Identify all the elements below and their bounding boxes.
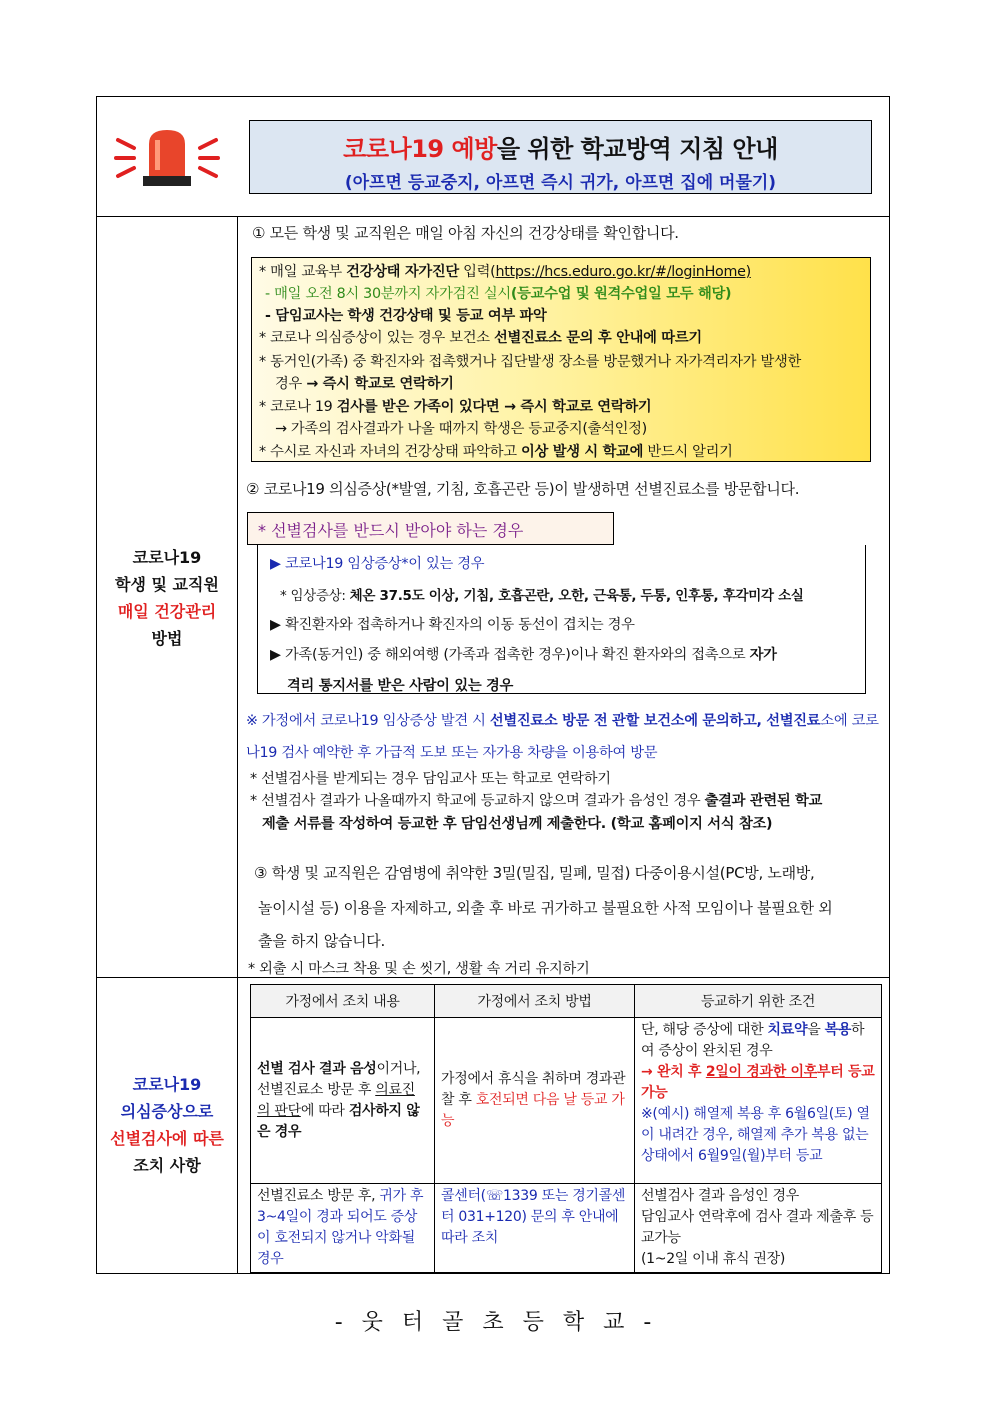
table-header: 가정에서 조치 방법 [435, 985, 635, 1018]
section2-label-line: 의심증상으로 [120, 1102, 214, 1121]
title-highlight: 코로나19 예방 [343, 135, 497, 163]
table-header: 가정에서 조치 내용 [251, 985, 435, 1018]
box-line: * 코로나 19 검사를 받은 가족이 있다면 → 즉시 학교로 연락하기 [259, 399, 652, 415]
item3-line: ③ 학생 및 교직원은 감염병에 취약한 3밀(밀집, 밀폐, 밀접) 다중이용시설(PC방, 노래방, [254, 864, 815, 882]
symptom-line: ▶ 확진환자와 접촉하거나 확진자의 이동 동선이 겹치는 경우 [270, 617, 635, 633]
section1-label [97, 544, 237, 652]
symptom-line: ▶ 가족(동거인) 중 해외여행 (가족과 접촉한 경우)이나 확진 환자와의 접촉으로 자가 [270, 647, 777, 663]
section1-label-line: 코로나19 [132, 548, 202, 567]
table-row [251, 1184, 882, 1273]
table-cell: 선별진료소 방문 후, 귀가 후 3~4일이 경과 되어도 증상이 호전되지 않거나 악화될 경우 [251, 1184, 435, 1273]
item3-line: 출을 하지 않습니다. [258, 932, 385, 950]
box-line: - 담임교사는 학생 건강상태 및 등교 여부 파악 [265, 308, 547, 324]
item3-line: 놀이시설 등) 이용을 자제하고, 외출 후 바로 귀가하고 불필요한 사적 모임이나 불필요한 외 [258, 899, 833, 917]
note-line: ※ 가정에서 코로나19 임상증상 발견 시 선별진료소 방문 전 관할 보건소에 문의하고, 선별진료소에 코로 [246, 713, 879, 729]
section1-label-highlight: 매일 건강관리 [117, 602, 217, 621]
table-cell: 선별검사 결과 음성인 경우 담임교사 연락후에 검사 결과 제출후 등교가능 (1~2일 이내 휴식 권장) [635, 1184, 882, 1273]
title-rest: 을 위한 학교방역 지침 안내 [496, 135, 778, 163]
table-header: 등교하기 위한 조건 [635, 985, 882, 1018]
box-line: * 수시로 자신과 자녀의 건강상태 파악하고 이상 발생 시 학교에 반드시 알리기 [259, 444, 733, 460]
box-line: 경우 → 즉시 학교로 연락하기 [275, 376, 454, 392]
section1-label-line: 방법 [151, 629, 183, 648]
title-box [249, 120, 872, 194]
box-line: * 매일 교육부 건강상태 자가진단 입력(https://hcs.eduro.go.kr/#/loginHome) [259, 264, 751, 280]
section2-label-line: 조치 사항 [133, 1156, 201, 1175]
box-line: * 동거인(가족) 중 확진자와 접촉했거나 집단발생 장소를 방문했거나 자가격리자가 발생한 [259, 354, 801, 370]
table-cell: 선별 검사 결과 음성이거나, 선별진료소 방문 후 의료진의 판단에 따라 검사하지 않은 경우 [251, 1018, 435, 1184]
page-title [250, 129, 871, 164]
table-header-row [251, 985, 882, 1018]
section2-label-highlight: 선별검사에 따른 [110, 1129, 224, 1148]
divider-header [96, 216, 890, 217]
note-line: * 선별검사를 받게되는 경우 담임교사 또는 학교로 연락하기 [250, 771, 611, 787]
section2-label [97, 1071, 237, 1179]
school-name-footer: - 웃 터 골 초 등 학 교 - [334, 1310, 658, 1335]
symptom-line: * 임상증상: 체온 37.5도 이상, 기침, 호흡곤란, 오한, 근육통, 두통, 인후통, 후각미각 소실 [280, 588, 804, 604]
symptom-line: ▶ 코로나19 임상증상*이 있는 경우 [270, 556, 485, 572]
table-cell: 콜센터(☏1339 또는 경기콜센터 031+120) 문의 후 안내에 따라 조치 [435, 1184, 635, 1273]
section1-label-line: 학생 및 교직원 [115, 575, 219, 594]
siren-icon [112, 126, 222, 190]
section2-label-line: 코로나19 [132, 1075, 202, 1094]
table-cell: 가정에서 휴식을 취하며 경과관찰 후 호전되면 다음 날 등교 가능 [435, 1018, 635, 1184]
box-line: - 매일 오전 8시 30분까지 자가검진 실시(등교수업 및 원격수업일 모두 해당) [265, 286, 732, 302]
page-subtitle: (아프면 등교중지, 아프면 즉시 귀가, 아프면 집에 머물기) [344, 173, 777, 193]
note-line: 제출 서류를 작성하여 등교한 후 담임선생님께 제출한다. (학교 홈페이지 서식 참조) [262, 816, 773, 832]
table-row [251, 1018, 882, 1184]
box-line: * 코로나 의심증상이 있는 경우 보건소 선별진료소 문의 후 안내에 따르기 [259, 330, 702, 346]
note-line: * 선별검사 결과가 나올때까지 학교에 등교하지 않으며 결과가 음성인 경우 출결과 관련된 학교 [250, 793, 823, 809]
box-line: → 가족의 검사결과가 나올 때까지 학생은 등교중지(출석인정) [275, 421, 647, 437]
screening-required-heading: * 선별검사를 반드시 받아야 하는 경우 [247, 512, 614, 545]
measures-table [250, 984, 882, 1273]
table-cell: 단, 해당 증상에 대한 치료약을 복용하여 증상이 완치된 경우 → 완치 후 2일이 경과한 이후부터 등교 가능 ※(예시) 해열제 복용 후 6월6일(토) 열이 내려간 경우, 해열제 추가 복용 없는 상태에서 6월9일(월)부터 등교 [635, 1018, 882, 1184]
item2-text: ② 코로나19 의심증상(*발열, 기침, 호흡곤란 등)이 발생하면 선별진료소를 방문합니다. [246, 480, 800, 498]
item1-text: ① 모든 학생 및 교직원은 매일 아침 자신의 건강상태를 확인합니다. [252, 224, 679, 242]
item3-note: * 외출 시 마스크 착용 및 손 씻기, 생활 속 거리 유지하기 [248, 961, 590, 977]
self-check-link[interactable]: https://hcs.eduro.go.kr/#/loginHome) [495, 264, 751, 280]
note-line: 나19 검사 예약한 후 가급적 도보 또는 자가용 차량을 이용하여 방문 [246, 745, 658, 761]
divider-label-column [237, 216, 238, 1274]
symptom-line: 격리 통지서를 받은 사람이 있는 경우 [287, 678, 514, 694]
